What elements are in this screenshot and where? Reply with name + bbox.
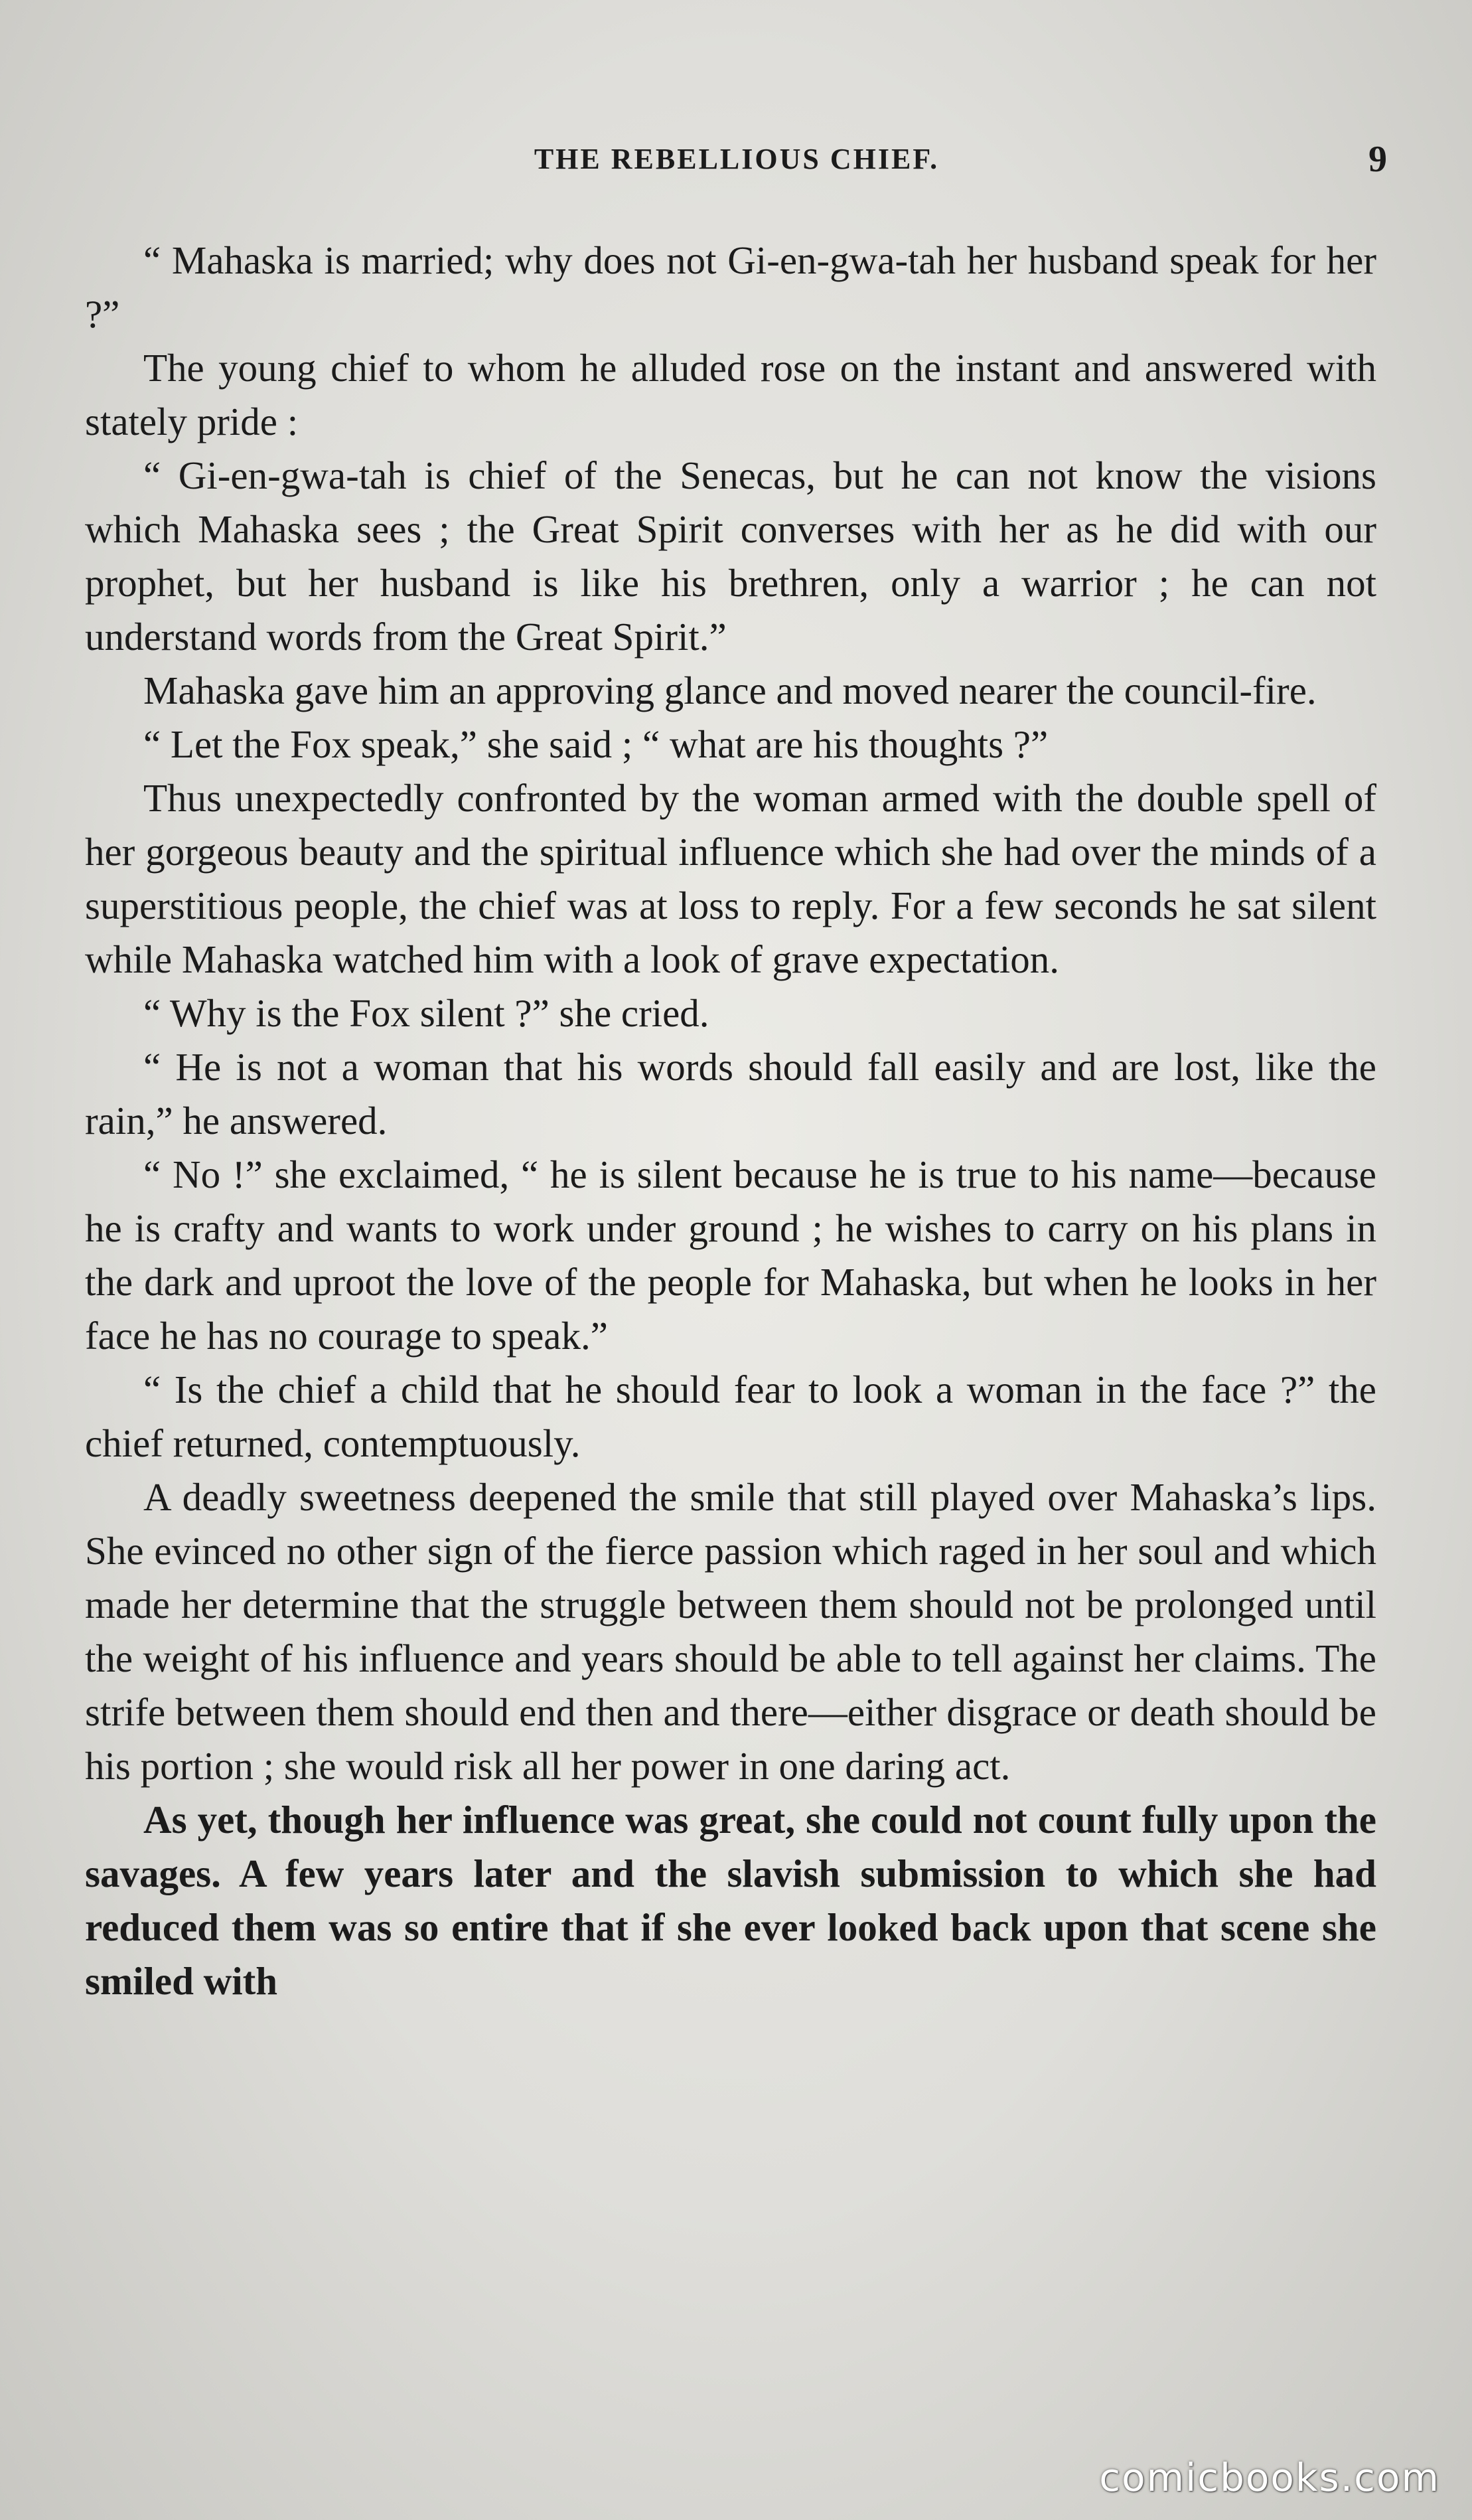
paragraph: As yet, though her influence was great, she could not count fully upon the savages. A few years later and the slavish submission to which she had reduced them was so entire that if she ever looked back upon that scene she smiled with [85, 1798, 1376, 2003]
paragraph: “ Gi-en-gwa-tah is chief of the Senecas, but he can not know the visions which Mahaska sees ; the Great Spirit converses with her as he did with our prophet, but her husband is like his brethren, only a warrior ; he can not understand words from the Great Spirit.” [85, 453, 1376, 659]
running-head [86, 136, 1387, 183]
paragraph: “ Let the Fox speak,” she said ; “ what are his thoughts ?” [143, 722, 1049, 766]
paragraph: A deadly sweetness deepened the smile that still played over Mahaska’s lips. She evinced no other sign of the fierce passion which raged in her soul and which made her determine that the struggle between them should not be prolonged until the weight of his influence and years should be able to tell against her claims. The strife between them should end then and there—either disgrace or death should be his portion ; she would risk all her power in one daring act. [85, 1475, 1376, 1788]
body-text [85, 234, 1376, 2325]
paragraph: “ Mahaska is married; why does not Gi-en-gwa-tah her husband speak for her ?” [85, 238, 1376, 336]
paragraph: Thus unexpectedly confronted by the woman armed with the double spell of her gorgeous beauty and the spiritual influence which she had over the minds of a superstitious people, the chief was at loss to reply. For a few seconds he sat silent while Mahaska watched him with a look of grave expectation. [85, 776, 1376, 981]
running-title: THE REBELLIOUS CHIEF. [534, 143, 940, 175]
paragraph: Mahaska gave him an approving glance and moved nearer the council-fire. [143, 669, 1317, 712]
paragraph: The young chief to whom he alluded rose on the instant and answered with stately pride : [85, 346, 1376, 443]
paragraph: “ Why is the Fox silent ?” she cried. [143, 991, 709, 1035]
paragraph: “ Is the chief a child that he should fear to look a woman in the face ?” the chief returned, contemptuously. [85, 1368, 1376, 1465]
watermark: comicbooks.com [1099, 2455, 1440, 2500]
paragraph: “ No !” she exclaimed, “ he is silent because he is true to his name—because he is crafty and wants to work under ground ; he wishes to carry on his plans in the dark and uproot the love of the people for Mahaska, but when he looks in her face he has no courage to speak.” [85, 1152, 1376, 1358]
paragraph: “ He is not a woman that his words should fall easily and are lost, like the rain,” he answered. [85, 1045, 1376, 1142]
page-number: 9 [1368, 139, 1387, 180]
